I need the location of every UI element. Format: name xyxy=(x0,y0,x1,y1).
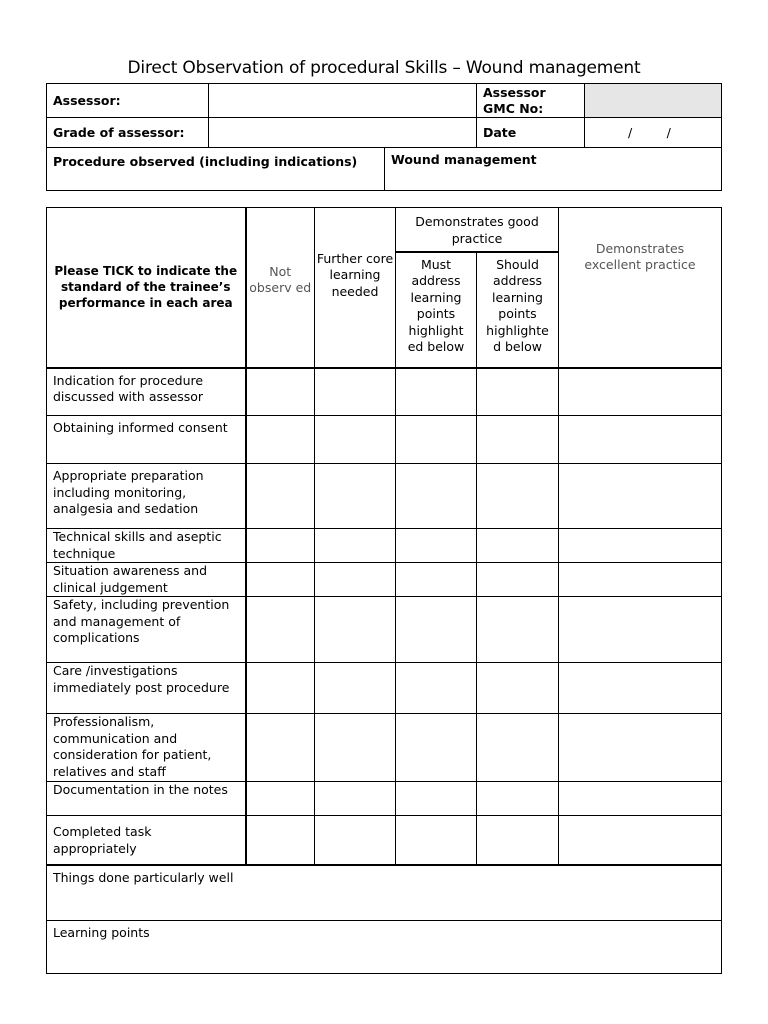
tick-cell-further[interactable] xyxy=(315,563,396,597)
row-label xyxy=(47,597,246,663)
date-slash-2: / xyxy=(666,125,671,140)
tick-cell-further[interactable] xyxy=(315,714,396,782)
tick-cell-should[interactable] xyxy=(477,563,559,597)
tick-cell-excellent[interactable] xyxy=(559,368,722,416)
tick-cell-must[interactable] xyxy=(396,368,477,416)
tick-cell-must[interactable] xyxy=(396,816,477,865)
table-row xyxy=(47,714,722,782)
row-label-text: Professionalism, communication and consideration for patient, relatives and staff xyxy=(53,714,212,779)
col-further-learning xyxy=(315,208,396,368)
assessor-field[interactable] xyxy=(209,84,477,118)
col-should-address xyxy=(477,252,559,368)
learning-points-field[interactable] xyxy=(47,921,722,974)
tick-cell-excellent[interactable] xyxy=(559,714,722,782)
tick-cell-not-observed[interactable] xyxy=(246,563,315,597)
col-excellent xyxy=(559,208,722,368)
col-must-address-label: Must address learning points highlight ed below xyxy=(407,256,465,354)
tick-cell-should[interactable] xyxy=(477,368,559,416)
table-row xyxy=(47,663,722,714)
tick-cell-excellent[interactable] xyxy=(559,663,722,714)
tick-cell-should[interactable] xyxy=(477,597,559,663)
tick-cell-must[interactable] xyxy=(396,714,477,782)
instruction-cell xyxy=(47,208,246,368)
tick-cell-must[interactable] xyxy=(396,597,477,663)
table-row xyxy=(47,464,722,529)
tick-cell-excellent[interactable] xyxy=(559,782,722,816)
date-field[interactable] xyxy=(585,118,722,148)
tick-cell-excellent[interactable] xyxy=(559,597,722,663)
assessor-label-cell xyxy=(47,84,209,118)
grade-field[interactable] xyxy=(209,118,477,148)
col-further-learning-label: Further core learning needed xyxy=(316,250,394,299)
assessor-details-table xyxy=(46,83,722,148)
tick-cell-must[interactable] xyxy=(396,529,477,563)
col-good-practice xyxy=(396,208,559,252)
table-row xyxy=(47,563,722,597)
row-label-text: Situation awareness and clinical judgement xyxy=(53,563,208,595)
tick-cell-should[interactable] xyxy=(477,714,559,782)
procedure-label: Procedure observed (including indications) xyxy=(53,154,358,169)
date-label: Date xyxy=(483,125,517,140)
assessor-gmc-label-cell xyxy=(477,84,585,118)
procedure-value: Wound management xyxy=(391,152,537,167)
instruction-text: Please TICK to indicate the standard of the trainee’s performance in each area xyxy=(54,264,238,311)
assessor-gmc-field[interactable] xyxy=(585,84,722,118)
assessor-gmc-label: Assessor GMC No: xyxy=(483,84,546,116)
date-slash-1: / xyxy=(628,125,633,140)
col-good-practice-label: Demonstrates good practice xyxy=(415,214,539,246)
table-row xyxy=(47,368,722,416)
tick-cell-not-observed[interactable] xyxy=(246,714,315,782)
date-label-cell xyxy=(477,118,585,148)
done-well-label: Things done particularly well xyxy=(53,869,234,885)
tick-cell-not-observed[interactable] xyxy=(246,464,315,529)
table-row xyxy=(47,416,722,464)
tick-cell-must[interactable] xyxy=(396,563,477,597)
row-label xyxy=(47,816,246,865)
tick-cell-not-observed[interactable] xyxy=(246,782,315,816)
tick-cell-must[interactable] xyxy=(396,663,477,714)
row-label-text: Obtaining informed consent xyxy=(53,420,228,435)
row-label-text: Care /investigations immediately post procedure xyxy=(53,663,230,695)
row-label-text: Completed task appropriately xyxy=(53,824,152,856)
col-must-address xyxy=(396,252,477,368)
tick-cell-should[interactable] xyxy=(477,782,559,816)
tick-cell-must[interactable] xyxy=(396,782,477,816)
table-row xyxy=(47,529,722,563)
row-label xyxy=(47,563,246,597)
tick-cell-further[interactable] xyxy=(315,782,396,816)
row-label-text: Technical skills and aseptic technique xyxy=(53,529,222,561)
procedure-value-cell[interactable] xyxy=(385,148,722,191)
col-not-observed xyxy=(246,208,315,368)
tick-cell-further[interactable] xyxy=(315,416,396,464)
col-should-address-label: Should address learning points highlighte d below xyxy=(486,256,549,354)
row-label xyxy=(47,368,246,416)
tick-cell-not-observed[interactable] xyxy=(246,663,315,714)
tick-cell-should[interactable] xyxy=(477,464,559,529)
tick-cell-not-observed[interactable] xyxy=(246,529,315,563)
row-label xyxy=(47,464,246,529)
tick-cell-should[interactable] xyxy=(477,816,559,865)
tick-cell-excellent[interactable] xyxy=(559,416,722,464)
tick-cell-further[interactable] xyxy=(315,529,396,563)
tick-cell-excellent[interactable] xyxy=(559,529,722,563)
table-row xyxy=(47,597,722,663)
table-row xyxy=(47,816,722,865)
tick-cell-should[interactable] xyxy=(477,529,559,563)
tick-cell-further[interactable] xyxy=(315,368,396,416)
tick-cell-further[interactable] xyxy=(315,597,396,663)
tick-cell-excellent[interactable] xyxy=(559,563,722,597)
row-label xyxy=(47,529,246,563)
tick-cell-not-observed[interactable] xyxy=(246,416,315,464)
row-label xyxy=(47,782,246,816)
grade-label-cell xyxy=(47,118,209,148)
assessment-table xyxy=(46,207,722,974)
tick-cell-further[interactable] xyxy=(315,816,396,865)
tick-cell-should[interactable] xyxy=(477,416,559,464)
procedure-table xyxy=(46,147,722,191)
row-label-text: Indication for procedure discussed with assessor xyxy=(53,372,204,404)
grade-label: Grade of assessor: xyxy=(53,125,185,140)
tick-cell-excellent[interactable] xyxy=(559,816,722,865)
assessor-label: Assessor: xyxy=(53,93,121,108)
done-well-field[interactable] xyxy=(47,865,722,921)
form-title: Direct Observation of procedural Skills – Wound management xyxy=(127,58,641,78)
tick-cell-not-observed[interactable] xyxy=(246,816,315,865)
table-row xyxy=(47,782,722,816)
row-label-text: Appropriate preparation including monitoring, analgesia and sedation xyxy=(53,468,204,516)
tick-cell-must[interactable] xyxy=(396,416,477,464)
tick-cell-not-observed[interactable] xyxy=(246,597,315,663)
tick-cell-should[interactable] xyxy=(477,663,559,714)
col-excellent-label: Demonstrates excellent practice xyxy=(584,240,696,273)
tick-cell-further[interactable] xyxy=(315,663,396,714)
learning-points-label: Learning points xyxy=(53,925,150,940)
row-label xyxy=(47,416,246,464)
row-label-text: Documentation in the notes xyxy=(53,782,228,797)
tick-cell-not-observed[interactable] xyxy=(246,368,315,416)
row-label-text: Safety, including prevention and management of complications xyxy=(53,597,230,645)
tick-cell-excellent[interactable] xyxy=(559,464,722,529)
tick-cell-must[interactable] xyxy=(396,464,477,529)
tick-cell-further[interactable] xyxy=(315,464,396,529)
row-label xyxy=(47,663,246,714)
row-label xyxy=(47,714,246,782)
procedure-label-cell xyxy=(47,148,385,191)
col-not-observed-label: Not observ ed xyxy=(249,263,312,296)
